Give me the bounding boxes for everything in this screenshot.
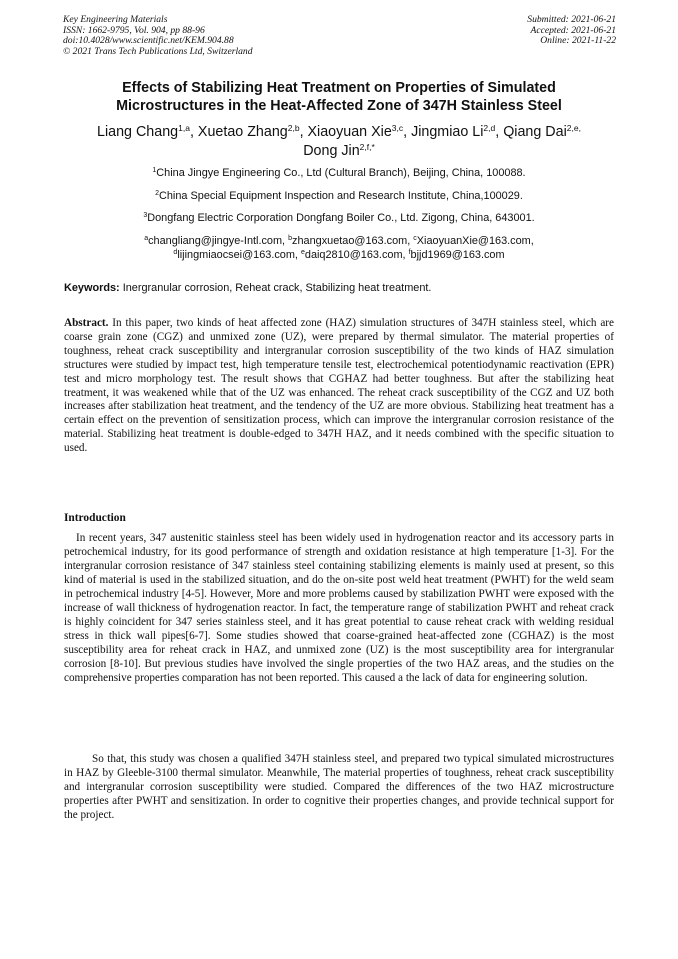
email-sup: d	[173, 249, 178, 256]
email-link[interactable]: XiaoyuanXie@163.com,	[416, 235, 534, 247]
journal-copyright: © 2021 Trans Tech Publications Ltd, Switzerland	[63, 45, 253, 57]
email-link[interactable]: zhangxuetao@163.com,	[292, 235, 414, 247]
author-sup: 2,d	[483, 123, 496, 133]
email-link[interactable]: bjjd1969@163.com	[410, 249, 505, 261]
email-sup: c	[413, 235, 417, 242]
email-sup: e	[300, 249, 305, 256]
author-emails	[40, 234, 638, 262]
abstract-text: In this paper, two kinds of heat affected zone (HAZ) simulation structures of 347H stainless steel, which are coarse grain zone (CGZ) and unmixed zone (UZ), were prepared by thermal simulator. The material properties of toughness, reheat crack susceptibility and intergranular corrosion susceptibility of the two kinds of HAZ simulation structures were studied by impact test, high temperature tensile test, electrochemical potentiodynamic reactivation (EPR) test and micro morphology test. The result shows that CGHAZ had better toughness. But after the stabilizing heat treatment, it was weakened while that of the UZ was enhanced. The reheat crack susceptibility of the CGZ and UZ both increases after stabilization heat treatment, and the tendency of the UZ are more obvious. Stabilizing heat treatment has a certain effect on the prevention of sensitization process, which can improve the intergranular corrosion resistance of the material. Stabilizing heat treatment is double-edged to 347H HAZ, and it needs combined with the specific situation to used.	[64, 317, 614, 455]
submitted-date: Submitted: 2021-06-21	[527, 14, 616, 25]
online-date: Online: 2021-11-22	[540, 35, 616, 47]
affiliation-3	[40, 212, 638, 225]
body-paragraph: In recent years, 347 austenitic stainless steel has been widely used in hydrogenation reactor and its accessory parts in petrochemical industry, for its good performance of strength and oxidation resistance at high temperature [1-3]. For the intergranular corrosion resistance of 347 stainless steel containing stabilizing elements is mainly used at present, so this kind of material is used in the stabilized situation, and do the on-site post weld heat treatment (PWHT) for the weld seam in petrochemical industry [4-5]. However, More and more problems caused by stabilization PWHT were exposed with the increase of wall thickness of hydrogenation reactor. In fact, the temperature range of stabilization PWHT and reheat crack is highly coincident for 347 series stainless steel, and it has great potential to cause reheat crack with welding residual stress in thick wall pipes[6-7]. Some studies showed that coarse-grained heat-affected zone (CGHAZ) is the most susceptibility area for reheat crack in HAZ, and unmixed zone (UZ) is the most susceptibility area for intergranular corrosion [8-10]. But previous studies have involved the single properties of the two HAZ areas, and the studies on the comprehensive properties comparation has not been reported. This caused a the lack of data for engineering solution.	[64, 532, 614, 685]
author-list	[30, 123, 648, 161]
body-paragraph: So that, this study was chosen a qualified 347H stainless steel, and prepared two typical simulated microstructures in HAZ by Gleeble-3100 thermal simulator. Meanwhile, The material properties of toughness, reheat crack susceptibility and intergranular corrosion susceptibility were studied. Compared the differences of the two HAZ microstructure properties after PWHT and sensitization. In order to cognitive their properties changes, and provide technical support for the project.	[64, 753, 614, 822]
author-name: Qiang Dai	[503, 124, 567, 140]
author-name: Xiaoyuan Xie	[307, 124, 392, 140]
author-sep: ,	[299, 124, 308, 140]
author-sup: 1,a	[178, 123, 190, 133]
paper-title	[40, 80, 638, 115]
affiliation-text: China Special Equipment Inspection and Research Institute, China,100029.	[159, 190, 523, 202]
email-link[interactable]: changliang@jingye-Intl.com,	[148, 235, 289, 247]
email-sup: b	[288, 235, 293, 242]
author-sep: ,	[403, 124, 412, 140]
abstract	[64, 317, 614, 456]
email-line-2	[40, 248, 638, 262]
email-line-1	[40, 234, 638, 248]
author-name: Dong Jin	[303, 143, 360, 159]
author-sup: 2,b	[287, 123, 300, 133]
keywords	[64, 282, 616, 295]
author	[411, 124, 495, 140]
author-name: Jingmiao Li	[411, 124, 484, 140]
title-line-1: Effects of Stabilizing Heat Treatment on Properties of Simulated	[122, 80, 556, 96]
title-line-2: Microstructures in the Heat-Affected Zone of 347H Stainless Steel	[116, 97, 562, 114]
author	[198, 124, 300, 140]
author	[308, 124, 404, 140]
accepted-date: Accepted: 2021-06-21	[530, 24, 616, 36]
author-name: Liang Chang	[97, 124, 179, 140]
affiliation-sup: 1	[152, 167, 157, 174]
author	[97, 124, 190, 140]
author	[303, 143, 375, 159]
email-link[interactable]: daiq2810@163.com,	[304, 249, 409, 261]
author	[503, 124, 581, 140]
affiliation-1	[40, 167, 638, 180]
author-sep: ,	[189, 124, 198, 140]
journal-info	[63, 15, 253, 57]
affiliation-text: Dongfang Electric Corporation Dongfang Boiler Co., Ltd. Zigong, China, 643001.	[147, 212, 535, 224]
submission-dates	[527, 15, 616, 47]
author-sup: 2,e,	[566, 123, 581, 133]
journal-issn: ISSN: 1662-9795, Vol. 904, pp 88-96	[63, 24, 205, 36]
journal-name: Key Engineering Materials	[63, 14, 168, 25]
affiliation-sup: 3	[143, 212, 148, 219]
author-sep: ,	[495, 124, 504, 140]
keywords-text: Inergranular corrosion, Reheat crack, Stabilizing heat treatment.	[119, 282, 432, 294]
affiliation-2	[40, 190, 638, 203]
author-name: Xuetao Zhang	[197, 124, 288, 140]
keywords-label: Keywords:	[64, 282, 120, 294]
email-link[interactable]: lijingmiaocsei@163.com,	[177, 249, 301, 261]
affiliation-sup: 2	[155, 190, 160, 197]
abstract-label: Abstract.	[64, 317, 109, 329]
email-sup: f	[408, 249, 411, 256]
section-heading: Introduction	[64, 512, 126, 524]
author-sup: 3,c	[391, 123, 404, 133]
author-sup: 2,f,*	[359, 142, 375, 152]
affiliation-text: China Jingye Engineering Co., Ltd (Cultural Branch), Beijing, China, 100088.	[156, 167, 526, 179]
email-sup: a	[144, 235, 149, 242]
journal-doi: doi:10.4028/www.scientific.net/KEM.904.88	[63, 35, 234, 47]
